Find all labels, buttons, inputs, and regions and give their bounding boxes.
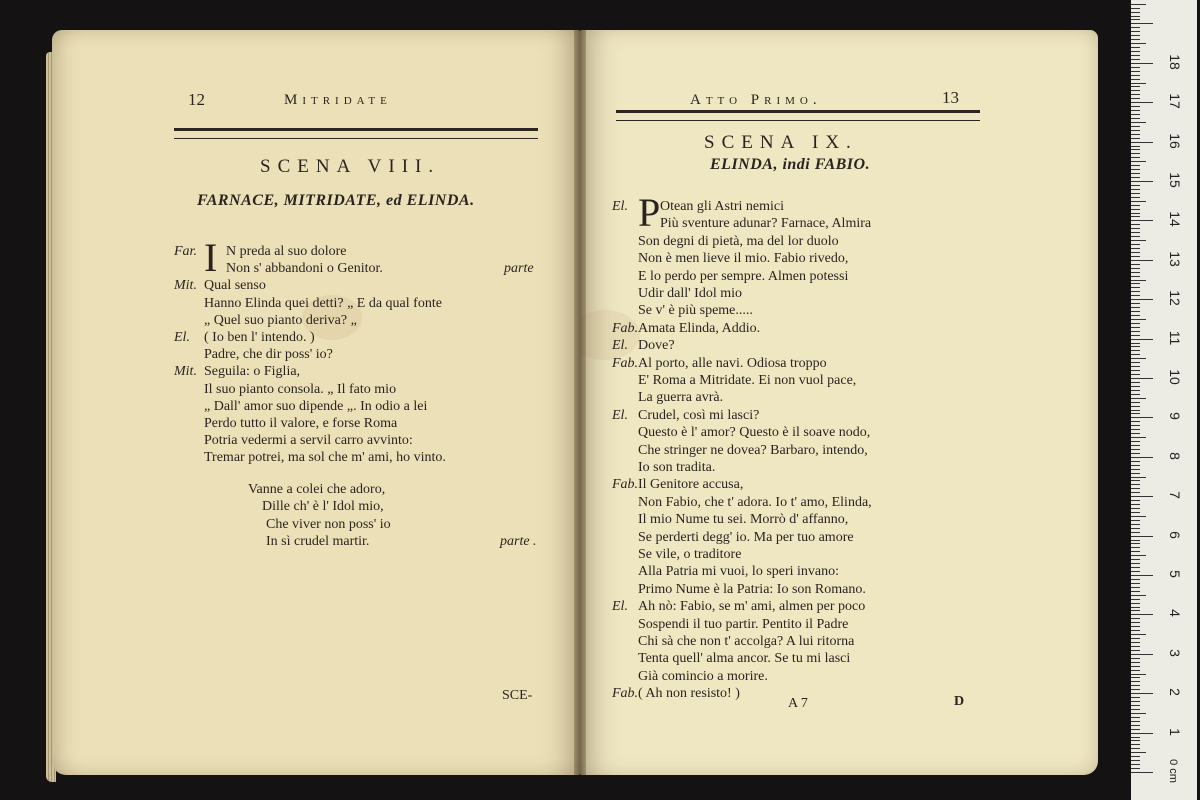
ruler-tick: [1131, 658, 1140, 659]
ruler-tick: [1131, 713, 1146, 714]
verse-line: Chi sà che non t' accolga? A lui ritorna: [638, 634, 855, 649]
ruler-tick: [1131, 4, 1146, 5]
ruler-tick: [1131, 630, 1140, 631]
verse-line: ( Io ben l' intendo. ): [204, 330, 315, 345]
verse-line: Questo è l' amor? Questo è il soave nodo,: [638, 425, 871, 441]
ruler-tick: [1131, 496, 1153, 497]
speaker-label: Mit.: [174, 364, 197, 380]
ruler-tick: [1131, 126, 1140, 127]
ruler-tick: [1131, 354, 1140, 355]
ruler-tick: [1131, 603, 1140, 604]
ruler-tick: [1131, 551, 1140, 552]
page-number: 12: [188, 90, 205, 109]
ruler-tick: [1131, 622, 1140, 623]
ruler-tick: [1131, 709, 1140, 710]
ruler-tick: [1131, 579, 1140, 580]
ruler-tick: [1131, 264, 1140, 265]
ruler-tick: [1131, 614, 1153, 615]
ruler-tick: [1131, 181, 1153, 182]
ruler-tick: [1131, 362, 1140, 363]
ruler-tick: [1131, 146, 1140, 147]
ruler-tick: [1131, 685, 1140, 686]
verse-line: Non s' abbandoni o Genitor.: [226, 261, 383, 277]
ruler-tick: [1131, 16, 1140, 17]
ruler-tick: [1131, 335, 1140, 336]
ruler-tick: [1131, 216, 1140, 217]
ruler-tick: [1131, 287, 1140, 288]
ruler-tick: [1131, 343, 1140, 344]
ruler-tick: [1131, 398, 1146, 399]
ruler-number: 1: [1167, 727, 1183, 736]
ruler-tick: [1131, 768, 1140, 769]
ruler-tick: [1131, 473, 1140, 474]
speaker-label: El.: [612, 338, 628, 354]
ruler-tick: [1131, 185, 1140, 186]
ruler-tick: [1131, 374, 1140, 375]
ruler-tick: [1131, 268, 1140, 269]
ruler-tick: [1131, 323, 1140, 324]
signature-mark: A 7: [788, 696, 808, 711]
verse-line: Otean gli Astri nemici: [660, 199, 785, 214]
ruler-tick: [1131, 465, 1140, 466]
ruler-tick: [1131, 303, 1140, 304]
ruler-tick: [1131, 228, 1140, 229]
ruler-number: 9: [1167, 412, 1183, 421]
ruler-tick: [1131, 752, 1146, 753]
ruler-tick: [1131, 142, 1153, 143]
verse-line: E lo perdo per sempre. Almen potessi: [638, 268, 849, 284]
ruler-tick: [1131, 346, 1140, 347]
ruler-tick: [1131, 677, 1140, 678]
ruler-tick: [1131, 153, 1140, 154]
ruler-tick: [1131, 469, 1140, 470]
ruler-tick: [1131, 583, 1140, 584]
catchword: D: [954, 694, 965, 709]
ruler-tick: [1131, 27, 1140, 28]
ruler-tick: [1131, 705, 1140, 706]
ruler-tick: [1131, 378, 1153, 379]
ruler-tick: [1131, 740, 1140, 741]
ruler-tick: [1131, 63, 1153, 64]
ruler-tick: [1131, 260, 1153, 261]
ruler-tick: [1131, 102, 1153, 103]
verse-line: Hanno Elinda quei detti? „ E da qual fonte: [204, 295, 442, 311]
ruler-tick: [1131, 59, 1140, 60]
ruler-tick: [1131, 425, 1140, 426]
speaker-label: Fab.: [612, 477, 639, 493]
ruler-tick: [1131, 83, 1146, 84]
scene-characters: ELINDA, indi FABIO.: [710, 156, 871, 173]
stage-direction: parte: [504, 261, 534, 277]
verse-line: Alla Patria mi vuoi, lo speri invano:: [638, 564, 840, 580]
ruler-tick: [1131, 55, 1140, 56]
ruler-number: 14: [1167, 211, 1183, 228]
ruler-tick: [1131, 406, 1140, 407]
ruler-tick: [1131, 516, 1146, 517]
ruler-tick: [1131, 662, 1140, 663]
ruler-tick: [1131, 31, 1140, 32]
ruler-tick: [1131, 382, 1140, 383]
ruler-tick: [1131, 283, 1140, 284]
verse-line: Il mio Nume tu sei. Morrò d' affanno,: [638, 512, 849, 528]
ruler-unit: 0 cm: [1166, 759, 1179, 783]
ruler-tick: [1131, 445, 1140, 446]
ruler-number: 2: [1167, 688, 1183, 697]
measuring-ruler: [1131, 0, 1197, 800]
ruler-tick: [1131, 232, 1140, 233]
ruler-tick: [1131, 595, 1146, 596]
ruler-tick: [1131, 23, 1153, 24]
verse-line: Io son tradita.: [638, 460, 716, 475]
ruler-tick: [1131, 520, 1140, 521]
verse-line: N preda al suo dolore: [226, 244, 347, 259]
ruler-tick: [1131, 90, 1140, 91]
ruler-tick: [1131, 291, 1140, 292]
ruler-tick: [1131, 547, 1140, 548]
ruler-tick: [1131, 39, 1140, 40]
verse-line: Potria vedermi a servil carro avvinto:: [204, 433, 413, 449]
catchword: SCE-: [502, 688, 533, 703]
ruler-tick: [1131, 8, 1140, 9]
verse-line: Son degni di pietà, ma del lor duolo: [638, 233, 839, 249]
ruler-tick: [1131, 327, 1140, 328]
verse-line: Tenta quell' alma ancor. Se tu mi lasci: [638, 651, 851, 667]
ruler-tick: [1131, 43, 1146, 44]
left-page: [52, 30, 580, 775]
ruler-tick: [1131, 642, 1140, 643]
verse-line: Se vile, o traditore: [638, 547, 742, 562]
verse-line: E' Roma a Mitridate. Ei non vuol pace,: [638, 373, 857, 388]
ruler-tick: [1131, 760, 1140, 761]
scene-characters: FARNACE, MITRIDATE, ed ELINDA.: [197, 192, 475, 209]
ruler-tick: [1131, 12, 1140, 13]
ruler-tick: [1131, 370, 1140, 371]
verse-line: Che stringer ne dovea? Barbaro, intendo,: [638, 442, 868, 458]
ruler-tick: [1131, 114, 1140, 115]
ruler-tick: [1131, 540, 1140, 541]
ruler-tick: [1131, 299, 1153, 300]
verse-line: Primo Nume è la Patria: Io son Romano.: [638, 581, 866, 597]
ruler-tick: [1131, 71, 1140, 72]
header-rule: [616, 110, 980, 121]
verse-line: Il Genitore accusa,: [638, 477, 744, 493]
ruler-tick: [1131, 205, 1140, 206]
ruler-tick: [1131, 524, 1140, 525]
running-head: Mitridate: [284, 92, 392, 108]
ruler-tick: [1131, 563, 1140, 564]
ruler-tick: [1131, 319, 1146, 320]
ruler-tick: [1131, 280, 1146, 281]
ruler-tick: [1131, 161, 1146, 162]
ruler-tick: [1131, 272, 1140, 273]
ruler-tick: [1131, 717, 1140, 718]
speaker-label: Mit.: [174, 278, 197, 294]
ruler-tick: [1131, 449, 1140, 450]
ruler-tick: [1131, 587, 1140, 588]
ruler-tick: [1131, 366, 1140, 367]
ruler-number: 5: [1167, 570, 1183, 578]
ruler-tick: [1131, 421, 1140, 422]
scene-title: SCENA VIII.: [260, 156, 441, 177]
ruler-tick: [1131, 701, 1140, 702]
ruler-tick: [1131, 350, 1140, 351]
ruler-number: 18: [1167, 54, 1183, 70]
ruler-tick: [1131, 157, 1140, 158]
scene-title: SCENA IX.: [704, 132, 858, 153]
ruler-tick: [1131, 748, 1140, 749]
verse-line: Già comincio a morire.: [638, 668, 768, 684]
ruler-tick: [1131, 555, 1146, 556]
ruler-number: 13: [1167, 251, 1183, 267]
ruler-tick: [1131, 626, 1140, 627]
ruler-tick: [1131, 394, 1140, 395]
ruler-tick: [1131, 118, 1140, 119]
ruler-tick: [1131, 670, 1140, 671]
verse-line: Se perderti degg' io. Ma per tuo amore: [638, 529, 854, 545]
ruler-tick: [1131, 528, 1140, 529]
ruler-tick: [1131, 410, 1140, 411]
ruler-tick: [1131, 224, 1140, 225]
aria-line: Dille ch' è l' Idol mio,: [262, 499, 384, 515]
ruler-tick: [1131, 177, 1140, 178]
ruler-number: 17: [1167, 93, 1183, 109]
speaker-label: Far.: [174, 244, 197, 259]
ruler-tick: [1131, 532, 1140, 533]
ruler-tick: [1131, 417, 1153, 418]
ruler-tick: [1131, 307, 1140, 308]
ruler-tick: [1131, 98, 1140, 99]
verse-line: Perdo tutto il valore, e forse Roma: [204, 416, 398, 431]
aria-line: In sì crudel martir.: [266, 534, 370, 550]
ruler-tick: [1131, 390, 1140, 391]
ruler-tick: [1131, 559, 1140, 560]
ruler-tick: [1131, 236, 1140, 237]
running-head: Atto Primo.: [690, 92, 822, 108]
ruler-tick: [1131, 693, 1153, 694]
ruler-tick: [1131, 729, 1140, 730]
ruler-tick: [1131, 725, 1140, 726]
ruler-tick: [1131, 477, 1146, 478]
speaker-label: Fab.: [612, 355, 639, 371]
ruler-tick: [1131, 457, 1153, 458]
drop-capital: I: [204, 235, 218, 280]
verse-line: Non Fabio, che t' adora. Io t' amo, Elinda,: [638, 494, 872, 510]
ruler-tick: [1131, 295, 1140, 296]
ruler-tick: [1131, 130, 1140, 131]
ruler-tick: [1131, 19, 1140, 20]
ruler-tick: [1131, 94, 1140, 95]
ruler-number: 10: [1167, 369, 1183, 385]
ruler-tick: [1131, 674, 1146, 675]
ruler-tick: [1131, 67, 1140, 68]
ruler-tick: [1131, 618, 1140, 619]
ruler-tick: [1131, 599, 1140, 600]
ruler-number: 3: [1167, 648, 1183, 657]
ruler-tick: [1131, 122, 1146, 123]
verse-line: ( Ah non resisto! ): [638, 686, 740, 702]
ruler-tick: [1131, 110, 1140, 111]
ruler-number: 16: [1167, 132, 1183, 149]
ruler-tick: [1131, 461, 1140, 462]
ruler-tick: [1131, 79, 1140, 80]
ruler-tick: [1131, 433, 1140, 434]
ruler-tick: [1131, 737, 1140, 738]
ruler-tick: [1131, 106, 1140, 107]
ruler-tick: [1131, 209, 1140, 210]
drop-capital: P: [638, 190, 661, 235]
ruler-tick: [1131, 149, 1140, 150]
ruler-tick: [1131, 201, 1146, 202]
ruler-tick: [1131, 244, 1140, 245]
ruler-tick: [1131, 744, 1140, 745]
verse-line: Il suo pianto consola. „ Il fato mio: [204, 381, 397, 397]
aria-line: Che viver non poss' io: [266, 516, 391, 532]
verse-line: Non è men lieve il mio. Fabio rivedo,: [638, 251, 849, 267]
ruler-number: 15: [1167, 172, 1183, 188]
verse-line: „ Dall' amor suo dipende „. In odio a lei: [204, 398, 428, 414]
ruler-tick: [1131, 248, 1140, 249]
verse-line: Crudel, così mi lasci?: [638, 407, 760, 423]
ruler-tick: [1131, 86, 1140, 87]
ruler-number: 6: [1167, 530, 1183, 539]
ruler-tick: [1131, 165, 1140, 166]
speaker-label: Fab.: [612, 686, 639, 702]
ruler-tick: [1131, 138, 1140, 139]
verse-line: Amata Elinda, Addio.: [638, 320, 761, 336]
ruler-tick: [1131, 276, 1140, 277]
ruler-tick: [1131, 311, 1140, 312]
verse-line: Udir dall' Idol mio: [638, 286, 743, 301]
ruler-tick: [1131, 429, 1140, 430]
ruler-tick: [1131, 339, 1153, 340]
ruler-tick: [1131, 756, 1140, 757]
ruler-tick: [1131, 772, 1153, 773]
ruler-tick: [1131, 402, 1140, 403]
ruler-tick: [1131, 35, 1140, 36]
ruler-tick: [1131, 193, 1140, 194]
verse-line: Più sventure adunar? Farnace, Almira: [660, 216, 872, 232]
ruler-tick: [1131, 646, 1140, 647]
ruler-tick: [1131, 169, 1140, 170]
ruler-tick: [1131, 75, 1140, 76]
ruler-tick: [1131, 689, 1140, 690]
ruler-tick: [1131, 536, 1153, 537]
ruler-tick: [1131, 437, 1146, 438]
verse-line: Dove?: [638, 338, 675, 354]
ruler-tick: [1131, 331, 1140, 332]
ruler-tick: [1131, 488, 1140, 489]
verse-line: Qual senso: [204, 278, 266, 294]
verse-line: Se v' è più speme.....: [638, 303, 753, 319]
verse-line: Seguila: o Figlia,: [204, 364, 301, 380]
book-gutter: [574, 30, 586, 775]
speaker-label: El.: [612, 407, 628, 423]
verse-line: Padre, che dir poss' io?: [204, 347, 333, 363]
ruler-tick: [1131, 197, 1140, 198]
ruler-tick: [1131, 220, 1153, 221]
ruler-tick: [1131, 610, 1140, 611]
ruler-tick: [1131, 571, 1140, 572]
ruler-number: 8: [1167, 451, 1183, 460]
ruler-tick: [1131, 453, 1140, 454]
ruler-tick: [1131, 315, 1140, 316]
ruler-tick: [1131, 721, 1140, 722]
ruler-tick: [1131, 358, 1146, 359]
verse-line: Ah nò: Fabio, se m' ami, almen per poco: [638, 599, 866, 615]
ruler-tick: [1131, 638, 1140, 639]
ruler-tick: [1131, 607, 1140, 608]
speaker-label: Fab.: [612, 320, 639, 336]
ruler-tick: [1131, 256, 1140, 257]
ruler-tick: [1131, 733, 1153, 734]
right-page: [580, 30, 1098, 775]
page-number: 13: [942, 88, 959, 107]
ruler-tick: [1131, 681, 1140, 682]
verse-line: La guerra avrà.: [638, 390, 724, 406]
ruler-tick: [1131, 764, 1140, 765]
aria-line: Vanne a colei che adoro,: [248, 482, 386, 497]
ruler-tick: [1131, 252, 1140, 253]
stage-direction: parte .: [500, 534, 537, 550]
ruler-tick: [1131, 591, 1140, 592]
ruler-tick: [1131, 240, 1146, 241]
ruler-tick: [1131, 500, 1140, 501]
ruler-tick: [1131, 634, 1146, 635]
ruler-number: 11: [1167, 330, 1183, 345]
ruler-tick: [1131, 508, 1140, 509]
ruler-tick: [1131, 189, 1140, 190]
ruler-tick: [1131, 386, 1140, 387]
verse-line: Sospendi il tuo partir. Pentito il Padre: [638, 616, 849, 632]
ruler-tick: [1131, 492, 1140, 493]
ruler-tick: [1131, 51, 1140, 52]
ruler-tick: [1131, 47, 1140, 48]
ruler-tick: [1131, 575, 1153, 576]
ruler-tick: [1131, 213, 1140, 214]
ruler-tick: [1131, 484, 1140, 485]
ruler-tick: [1131, 441, 1140, 442]
ruler-number: 12: [1167, 290, 1183, 306]
ruler-number: 7: [1167, 491, 1183, 500]
ruler-number: 4: [1167, 609, 1183, 618]
verse-line: „ Quel suo pianto deriva? „: [204, 312, 357, 328]
ruler-tick: [1131, 512, 1140, 513]
ruler-tick: [1131, 697, 1140, 698]
speaker-label: El.: [612, 599, 628, 615]
ruler-tick: [1131, 413, 1140, 414]
header-rule: [174, 128, 538, 139]
verse-line: Al porto, alle navi. Odiosa troppo: [638, 355, 827, 371]
ruler-tick: [1131, 666, 1140, 667]
ruler-tick: [1131, 173, 1140, 174]
ruler-tick: [1131, 650, 1140, 651]
ruler-tick: [1131, 504, 1140, 505]
speaker-label: El.: [612, 199, 628, 214]
ruler-tick: [1131, 134, 1140, 135]
speaker-label: El.: [174, 330, 190, 345]
ruler-tick: [1131, 543, 1140, 544]
ruler-tick: [1131, 480, 1140, 481]
ruler-tick: [1131, 654, 1153, 655]
verse-line: Tremar potrei, ma sol che m' ami, ho vinto.: [204, 450, 446, 466]
ruler-tick: [1131, 567, 1140, 568]
open-book: [52, 22, 1102, 780]
